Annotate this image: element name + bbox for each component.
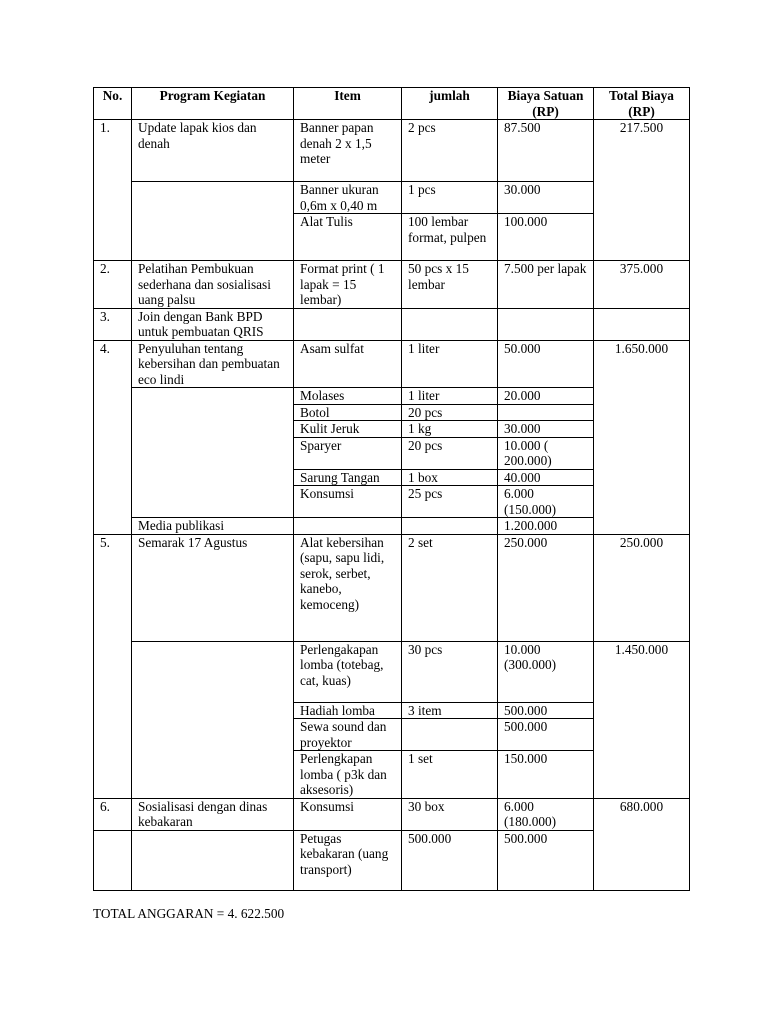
cell-jumlah: 2 set bbox=[402, 534, 498, 641]
cell-item: Perlengkapan lomba ( p3k dan aksesoris) bbox=[294, 751, 402, 799]
table-row bbox=[94, 340, 690, 388]
budget-table bbox=[93, 87, 690, 891]
cell-program: Update lapak kios dan denah bbox=[132, 120, 294, 182]
cell-item: Molases bbox=[294, 388, 402, 405]
cell-item: Konsumsi bbox=[294, 798, 402, 830]
cell-jumlah: 50 pcs x 15 lembar bbox=[402, 261, 498, 309]
cell-program bbox=[132, 641, 294, 798]
cell-jumlah: 1 liter bbox=[402, 388, 498, 405]
header-item: Item bbox=[294, 88, 402, 120]
cell-item: Alat kebersihan (sapu, sapu lidi, serok, serbet, kanebo, kemoceng) bbox=[294, 534, 402, 641]
cell-satuan: 100.000 bbox=[498, 214, 594, 261]
cell-no: 1. bbox=[94, 120, 132, 261]
cell-satuan: 20.000 bbox=[498, 388, 594, 405]
cell-item: Format print ( 1 lapak = 15 lembar) bbox=[294, 261, 402, 309]
cell-jumlah: 25 pcs bbox=[402, 486, 498, 518]
cell-jumlah bbox=[402, 308, 498, 340]
cell-item: Perlengakapan lomba (totebag, cat, kuas) bbox=[294, 641, 402, 702]
cell-program: Pelatihan Pembukuan sederhana dan sosialisasi uang palsu bbox=[132, 261, 294, 309]
cell-program: Semarak 17 Agustus bbox=[132, 534, 294, 641]
cell-satuan: 40.000 bbox=[498, 469, 594, 486]
cell-jumlah bbox=[402, 719, 498, 751]
cell-program: Sosialisasi dengan dinas kebakaran bbox=[132, 798, 294, 830]
cell-total: 680.000 bbox=[594, 798, 690, 890]
cell-program bbox=[132, 388, 294, 518]
header-jumlah: jumlah bbox=[402, 88, 498, 120]
cell-no: 2. bbox=[94, 261, 132, 309]
cell-satuan bbox=[498, 404, 594, 421]
cell-item: Botol bbox=[294, 404, 402, 421]
cell-item: Banner ukuran 0,6m x 0,40 m bbox=[294, 182, 402, 214]
cell-no: 3. bbox=[94, 308, 132, 340]
cell-jumlah: 1 box bbox=[402, 469, 498, 486]
cell-program: Penyuluhan tentang kebersihan dan pembuatan eco lindi bbox=[132, 340, 294, 388]
cell-item: Kulit Jeruk bbox=[294, 421, 402, 438]
cell-jumlah: 1 pcs bbox=[402, 182, 498, 214]
cell-program bbox=[132, 830, 294, 890]
cell-satuan: 1.200.000 bbox=[498, 518, 594, 535]
header-no: No. bbox=[94, 88, 132, 120]
cell-satuan: 87.500 bbox=[498, 120, 594, 182]
header-program: Program Kegiatan bbox=[132, 88, 294, 120]
cell-item bbox=[294, 308, 402, 340]
header-total-biaya: Total Biaya (RP) bbox=[594, 88, 690, 120]
cell-program: Media publikasi bbox=[132, 518, 294, 535]
cell-item: Konsumsi bbox=[294, 486, 402, 518]
cell-item: Hadiah lomba bbox=[294, 702, 402, 719]
cell-no: 5. bbox=[94, 534, 132, 798]
header-biaya-satuan: Biaya Satuan (RP) bbox=[498, 88, 594, 120]
cell-total: 1.450.000 bbox=[594, 641, 690, 798]
cell-item: Sarung Tangan bbox=[294, 469, 402, 486]
cell-total: 375.000 bbox=[594, 261, 690, 309]
cell-item: Sparyer bbox=[294, 437, 402, 469]
cell-jumlah: 2 pcs bbox=[402, 120, 498, 182]
cell-satuan: 50.000 bbox=[498, 340, 594, 388]
cell-jumlah bbox=[402, 518, 498, 535]
cell-item: Asam sulfat bbox=[294, 340, 402, 388]
cell-satuan: 10.000 (300.000) bbox=[498, 641, 594, 702]
table-row bbox=[94, 798, 690, 830]
table-row bbox=[94, 534, 690, 641]
cell-item: Sewa sound dan proyektor bbox=[294, 719, 402, 751]
total-anggaran: TOTAL ANGGARAN = 4. 622.500 bbox=[93, 906, 285, 921]
cell-jumlah: 1 kg bbox=[402, 421, 498, 438]
cell-satuan: 500.000 bbox=[498, 719, 594, 751]
cell-total bbox=[594, 308, 690, 340]
cell-program bbox=[132, 182, 294, 261]
cell-item: Alat Tulis bbox=[294, 214, 402, 261]
cell-total: 1.650.000 bbox=[594, 340, 690, 534]
cell-total: 217.500 bbox=[594, 120, 690, 261]
cell-program: Join dengan Bank BPD untuk pembuatan QRIS bbox=[132, 308, 294, 340]
cell-satuan: 30.000 bbox=[498, 182, 594, 214]
cell-jumlah: 1 set bbox=[402, 751, 498, 799]
table-row bbox=[94, 308, 690, 340]
cell-satuan: 500.000 bbox=[498, 702, 594, 719]
cell-satuan: 6.000 (150.000) bbox=[498, 486, 594, 518]
table-row bbox=[94, 641, 690, 702]
table-row bbox=[94, 120, 690, 182]
cell-jumlah: 500.000 bbox=[402, 830, 498, 890]
cell-item: Petugas kebakaran (uang transport) bbox=[294, 830, 402, 890]
cell-jumlah: 1 liter bbox=[402, 340, 498, 388]
cell-jumlah: 20 pcs bbox=[402, 437, 498, 469]
cell-satuan: 500.000 bbox=[498, 830, 594, 890]
cell-jumlah: 100 lembar format, pulpen bbox=[402, 214, 498, 261]
cell-satuan: 7.500 per lapak bbox=[498, 261, 594, 309]
cell-jumlah: 20 pcs bbox=[402, 404, 498, 421]
cell-satuan bbox=[498, 308, 594, 340]
cell-total: 250.000 bbox=[594, 534, 690, 641]
cell-no bbox=[94, 830, 132, 890]
cell-satuan: 150.000 bbox=[498, 751, 594, 799]
header-row bbox=[94, 88, 690, 120]
cell-item: Banner papan denah 2 x 1,5 meter bbox=[294, 120, 402, 182]
cell-jumlah: 3 item bbox=[402, 702, 498, 719]
cell-satuan: 30.000 bbox=[498, 421, 594, 438]
cell-satuan: 6.000 (180.000) bbox=[498, 798, 594, 830]
table-row bbox=[94, 261, 690, 309]
cell-jumlah: 30 pcs bbox=[402, 641, 498, 702]
cell-satuan: 250.000 bbox=[498, 534, 594, 641]
cell-satuan: 10.000 ( 200.000) bbox=[498, 437, 594, 469]
cell-item bbox=[294, 518, 402, 535]
cell-jumlah: 30 box bbox=[402, 798, 498, 830]
cell-no: 4. bbox=[94, 340, 132, 534]
cell-no: 6. bbox=[94, 798, 132, 830]
